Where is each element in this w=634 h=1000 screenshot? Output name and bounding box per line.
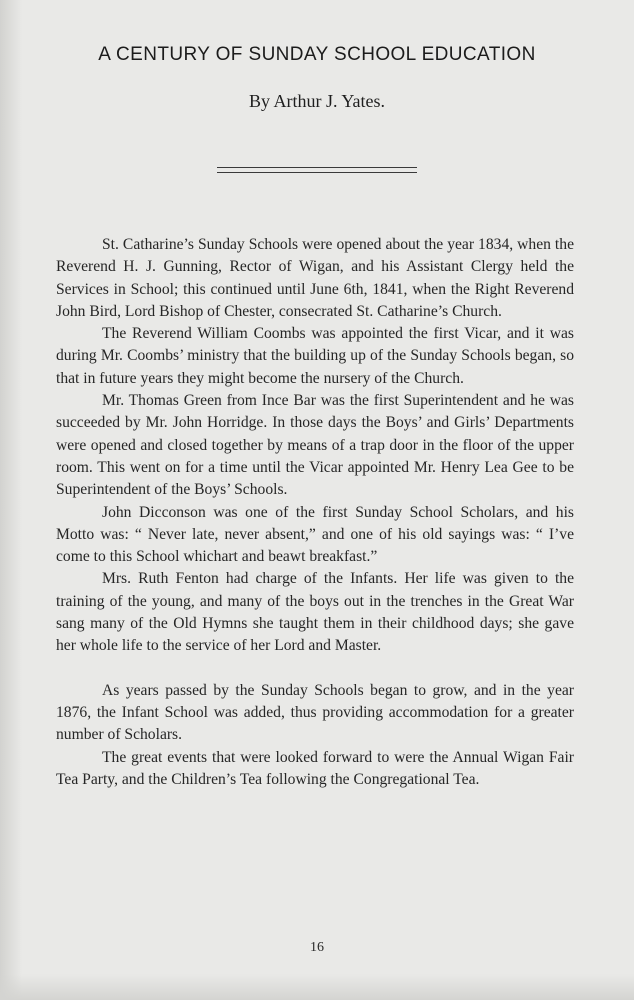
double-rule-divider bbox=[217, 167, 417, 173]
paragraph-3: Mr. Thomas Green from Ince Bar was the first Superintendent and he was succeeded by Mr. John Horridge. In those days the Boys’ and Girls’ Departments were opened and closed together by means of a trap door in the floor of the upper room. This went on for a time until the Vicar appointed Mr. Henry Lea Gee to be Superintendent of the Boys’ Schools. bbox=[56, 392, 574, 499]
paragraph-2: The Reverend William Coombs was appointed the first Vicar, and it was during Mr. Coombs’ ministry that the building up of the Sunday Schools began, so that in future years they might become the nursery of the Church. bbox=[56, 325, 574, 387]
paragraph-6: As years passed by the Sunday Schools began to grow, and in the year 1876, the Infant School was added, thus providing accommodation for a greater number of Scholars. bbox=[56, 681, 574, 744]
paragraph-7: The great events that were looked forward to were the Annual Wigan Fair Tea Party, and the Children’s Tea following the Congregational Tea. bbox=[56, 748, 574, 788]
paragraph-4: John Dicconson was one of the first Sunday School Scholars, and his Motto was: “ Never late, never absent,” and one of his old sayings was: “ I’ve come to this School whichart and beawt breakfast.” bbox=[56, 503, 574, 566]
paragraph-5: Mrs. Ruth Fenton had charge of the Infants. Her life was given to the training of the young, and many of the boys out in the trenches in the Great War sang many of the Old Hymns she taught them in their childhood days; she gave her whole life to the service of her Lord and Master. bbox=[56, 570, 574, 655]
paragraph-1: St. Catharine’s Sunday Schools were opened about the year 1834, when the Reverend H. J. Gunning, Rector of Wigan, and his Assistant Clergy held the Services in School; this continued until June 6th, 1841, when the Right Reverend John Bird, Lord Bishop of Chester, consecrated St. Catharine’s Church. bbox=[56, 236, 574, 320]
article-title: A CENTURY OF SUNDAY SCHOOL EDUCATION bbox=[98, 44, 536, 65]
author-byline: By Arthur J. Yates. bbox=[248, 91, 386, 111]
page-number: 16 bbox=[310, 940, 324, 955]
article-body bbox=[56, 234, 574, 791]
